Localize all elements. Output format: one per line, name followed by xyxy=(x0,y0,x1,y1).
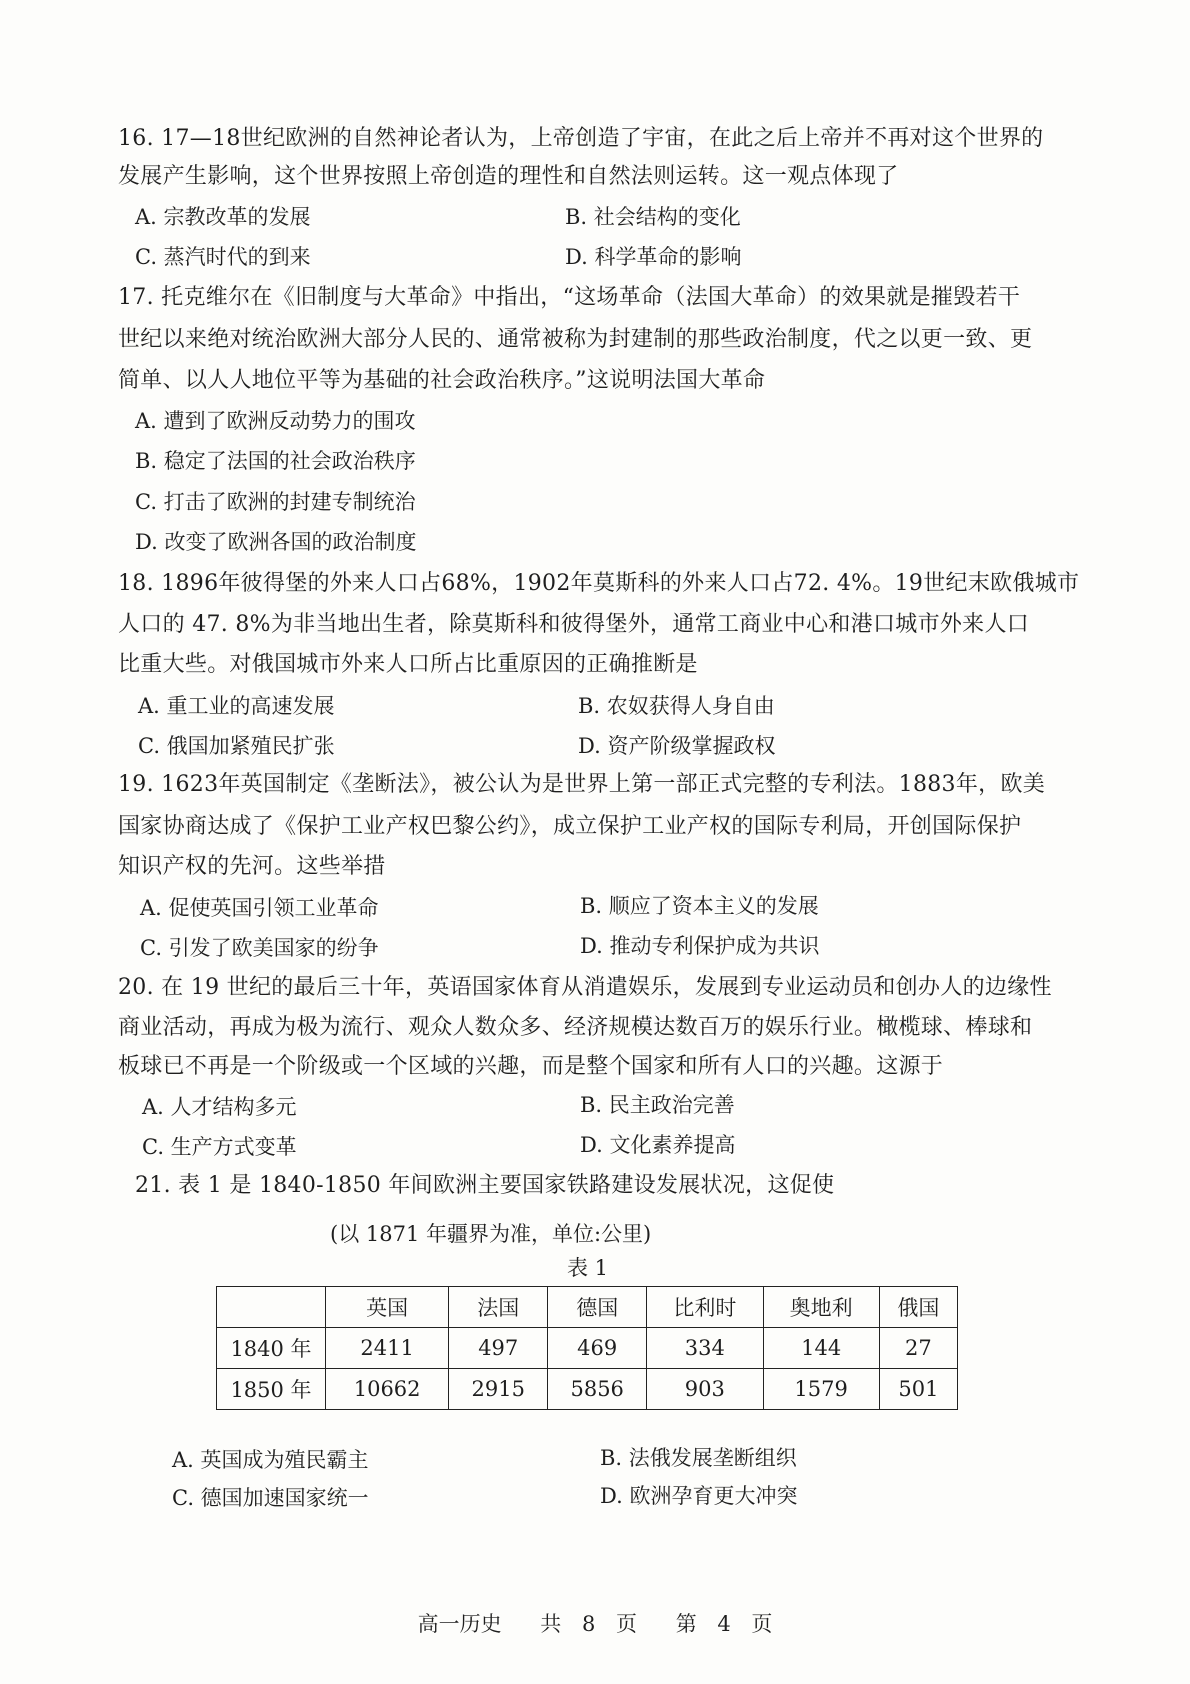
q18-stem-line-1: 18. 1896年彼得堡的外来人口占68%，1902年莫斯科的外来人口占72. 4%。19世纪末欧俄城市 xyxy=(118,571,1080,596)
q17-option-b: B. 稳定了法国的社会政治秩序 xyxy=(135,449,416,473)
table-row xyxy=(217,1328,958,1369)
table-cell: 10662 xyxy=(326,1369,449,1410)
q17-option-d: D. 改变了欧洲各国的政治制度 xyxy=(135,530,417,554)
table-header-cell: 法国 xyxy=(449,1287,548,1328)
q16-option-d: D. 科学革命的影响 xyxy=(565,245,742,269)
q19-option-a: A. 促使英国引领工业革命 xyxy=(140,896,379,920)
q21-option-b: B. 法俄发展垄断组织 xyxy=(600,1446,797,1470)
q21-stem-line-1: 21. 表 1 是 1840-1850 年间欧洲主要国家铁路建设发展状况，这促使 xyxy=(135,1173,835,1198)
q21-table-caption: 表 1 xyxy=(567,1256,609,1280)
table-header-cell: 奥地利 xyxy=(763,1287,879,1328)
railway-table xyxy=(216,1286,958,1410)
q18-stem-line-3: 比重大些。对俄国城市外来人口所占比重原因的正确推断是 xyxy=(118,652,698,677)
footer-total-pages: 共 8 页 xyxy=(540,1612,637,1636)
q16-option-b: B. 社会结构的变化 xyxy=(565,205,741,229)
table-header-cell: 比利时 xyxy=(647,1287,763,1328)
table-cell: 501 xyxy=(879,1369,957,1410)
table-header-cell: 俄国 xyxy=(879,1287,957,1328)
q17-stem-line-3: 简单、以人人地位平等为基础的社会政治秩序。”这说明法国大革命 xyxy=(118,368,766,393)
table-cell: 497 xyxy=(449,1328,548,1369)
q18-stem-line-2: 人口的 47. 8%为非当地出生者，除莫斯科和彼得堡外，通常工商业中心和港口城市外来人口 xyxy=(118,612,1030,637)
q20-stem-line-1: 20. 在 19 世纪的最后三十年，英语国家体育从消遣娱乐，发展到专业运动员和创办人的边缘性 xyxy=(118,975,1052,1000)
q21-option-d: D. 欧洲孕育更大冲突 xyxy=(600,1484,798,1508)
q18-option-a: A. 重工业的高速发展 xyxy=(138,694,335,718)
footer-subject: 高一历史 xyxy=(417,1612,502,1636)
q17-option-a: A. 遭到了欧洲反动势力的围攻 xyxy=(135,409,416,433)
table-cell: 469 xyxy=(548,1328,647,1369)
q16-stem-line-2: 发展产生影响，这个世界按照上帝创造的理性和自然法则运转。这一观点体现了 xyxy=(118,164,899,189)
q20-option-a: A. 人才结构多元 xyxy=(142,1095,297,1119)
q18-option-c: C. 俄国加紧殖民扩张 xyxy=(138,734,335,758)
table-cell: 5856 xyxy=(548,1369,647,1410)
q20-option-c: C. 生产方式变革 xyxy=(142,1135,297,1159)
q17-stem-line-1: 17. 托克维尔在《旧制度与大革命》中指出，“这场革命（法国大革命）的效果就是摧毁若干 xyxy=(118,285,1021,310)
table-header-cell xyxy=(217,1287,326,1328)
q19-option-c: C. 引发了欧美国家的纷争 xyxy=(140,936,379,960)
table-cell: 1840 年 xyxy=(217,1328,326,1369)
q16-option-a: A. 宗教改革的发展 xyxy=(135,205,311,229)
q21-table-note: (以 1871 年疆界为准，单位:公里) xyxy=(330,1222,652,1246)
q20-stem-line-3: 板球已不再是一个阶级或一个区域的兴趣，而是整个国家和所有人口的兴趣。这源于 xyxy=(118,1054,944,1079)
table-cell: 903 xyxy=(647,1369,763,1410)
q20-option-b: B. 民主政治完善 xyxy=(580,1093,735,1117)
q17-option-c: C. 打击了欧洲的封建专制统治 xyxy=(135,490,416,514)
table-cell: 2411 xyxy=(326,1328,449,1369)
table-cell: 1579 xyxy=(763,1369,879,1410)
q19-stem-line-1: 19. 1623年英国制定《垄断法》，被公认为是世界上第一部正式完整的专利法。1883年，欧美 xyxy=(118,772,1046,797)
page-footer xyxy=(0,1608,1190,1638)
q19-option-b: B. 顺应了资本主义的发展 xyxy=(580,894,819,918)
table-cell: 2915 xyxy=(449,1369,548,1410)
q20-option-d: D. 文化素养提高 xyxy=(580,1133,736,1157)
table-cell: 144 xyxy=(763,1328,879,1369)
q18-option-d: D. 资产阶级掌握政权 xyxy=(578,734,776,758)
q17-stem-line-2: 世纪以来绝对统治欧洲大部分人民的、通常被称为封建制的那些政治制度，代之以更一致、更 xyxy=(118,327,1033,352)
q19-stem-line-3: 知识产权的先河。这些举措 xyxy=(118,854,386,879)
q18-option-b: B. 农奴获得人身自由 xyxy=(578,694,775,718)
q20-stem-line-2: 商业活动，再成为极为流行、观众人数众多、经济规模达数百万的娱乐行业。橄榄球、棒球和 xyxy=(118,1015,1033,1040)
footer-current-page: 第 4 页 xyxy=(675,1612,773,1636)
q19-option-d: D. 推动专利保护成为共识 xyxy=(580,934,820,958)
q16-option-c: C. 蒸汽时代的到来 xyxy=(135,245,311,269)
q19-stem-line-2: 国家协商达成了《保护工业产权巴黎公约》，成立保护工业产权的国际专利局，开创国际保护 xyxy=(118,814,1022,839)
table-header-row xyxy=(217,1287,958,1328)
table-cell: 334 xyxy=(647,1328,763,1369)
q21-option-a: A. 英国成为殖民霸主 xyxy=(172,1448,369,1472)
table-cell: 27 xyxy=(879,1328,957,1369)
q21-option-c: C. 德国加速国家统一 xyxy=(172,1486,369,1510)
q16-stem-line-1: 16. 17—18世纪欧洲的自然神论者认为，上帝创造了宇宙，在此之后上帝并不再对这个世界的 xyxy=(118,126,1044,151)
table-row xyxy=(217,1369,958,1410)
table-header-cell: 德国 xyxy=(548,1287,647,1328)
table-cell: 1850 年 xyxy=(217,1369,326,1410)
table-header-cell: 英国 xyxy=(326,1287,449,1328)
